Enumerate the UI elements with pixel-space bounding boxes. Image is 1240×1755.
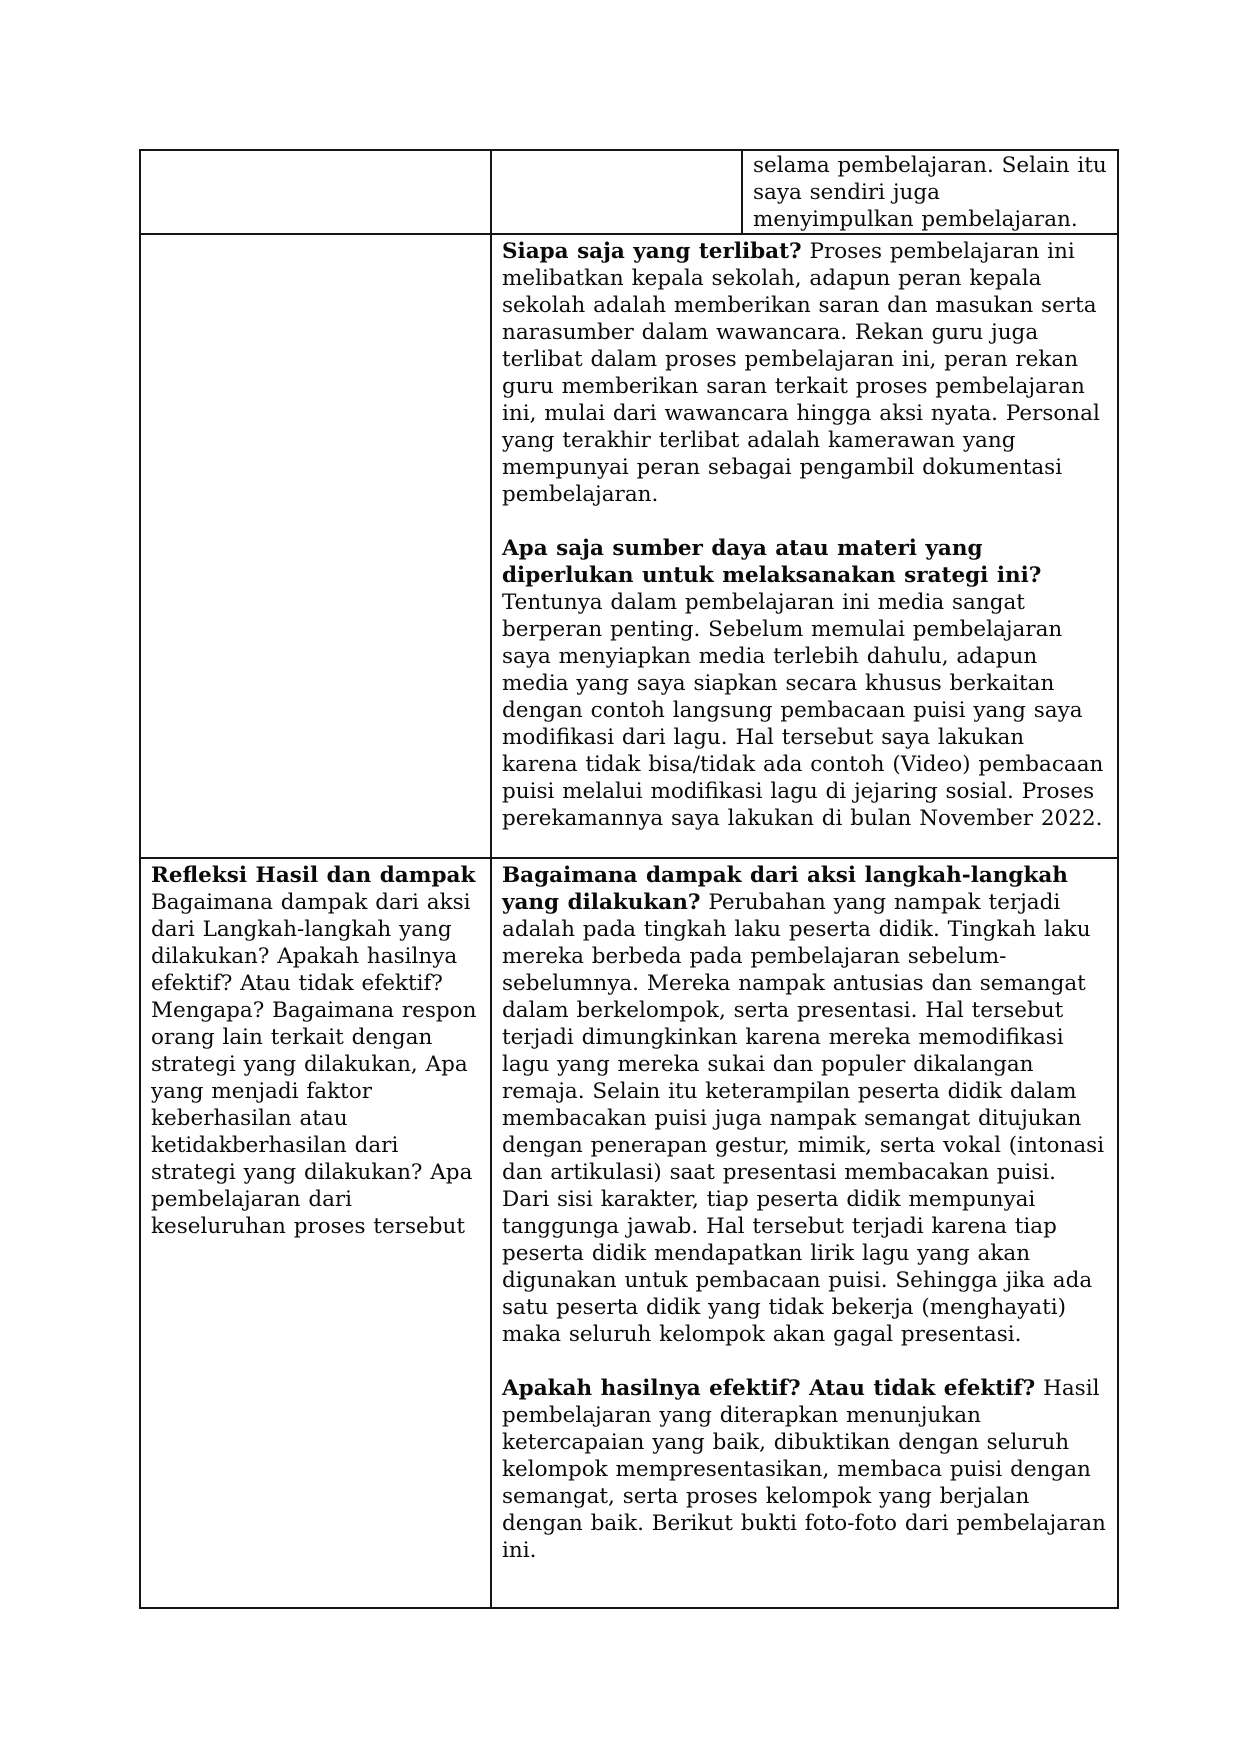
reflection-table [139,149,1119,1609]
refleksi-label-bold: Refleksi Hasil dan dampak [151,863,476,888]
question-dampak-aksi: Bagaimana dampak dari aksi langkah-langkah yang dilakukan? [502,863,1068,915]
refleksi-label-text: Bagaimana dampak dari aksi dari Langkah-langkah yang dilakukan? Apakah hasilnya efektif? Atau tidak efektif? Mengapa? Bagaimana respon orang lain terkait dengan strategi yang dilakukan, Apa yang menjadi faktor keberhasilan atau ketidakberhasilan dari strategi yang dilakukan? Apa pembelajaran dari keseluruhan proses tersebut [151,890,477,1239]
paragraph-sumber-daya [502,535,1107,832]
answer-hasil-efektif: Hasil pembelajaran yang diterapkan menunjukan ketercapaian yang baik, dibuktikan dengan seluruh kelompok mempresentasikan, membaca puisi dengan semangat, serta proses kelompok yang berjalan dengan baik. Berikut bukti foto-foto dari pembelajaran ini. [502,1376,1106,1563]
paragraph-dampak-aksi [502,862,1107,1348]
question-hasil-efektif: Apakah hasilnya efektif? Atau tidak efektif? [502,1376,1036,1401]
continuation-text-cell [742,150,1118,234]
refleksi-label-cell [140,858,491,1608]
paragraph-hasil-efektif [502,1375,1107,1564]
pelaksanaan-answer-cell [491,234,1118,858]
continuation-text: selama pembelajaran. Selain itu saya sendiri juga menyimpulkan pembelajaran. [753,153,1107,232]
empty-cell-left [140,234,491,858]
empty-cell-col2 [491,150,742,234]
question-sumber-daya: Apa saja sumber daya atau materi yang diperlukan untuk melaksanakan srategi ini? [502,536,1042,588]
table-row-refleksi [140,858,1118,1608]
empty-cell-col1 [140,150,491,234]
paragraph-siapa-terlibat [502,238,1107,508]
answer-sumber-daya: Tentunya dalam pembelajaran ini media sangat berperan penting. Sebelum memulai pembelajaran saya menyiapkan media terlebih dahulu, adapun media yang saya siapkan secara khusus berkaitan dengan contoh langsung pembacaan puisi yang saya modifikasi dari lagu. Hal tersebut saya lakukan karena tidak bisa/tidak ada contoh (Video) pembacaan puisi melalui modifikasi lagu di jejaring sosial. Proses perekamannya saya lakukan di bulan November 2022. [502,590,1104,831]
answer-dampak-aksi: Perubahan yang nampak terjadi adalah pada tingkah laku peserta didik. Tingkah laku mereka berbeda pada pembelajaran sebelum-sebelumnya. Mereka nampak antusias dan semangat dalam berkelompok, serta presentasi. Hal tersebut terjadi dimungkinkan karena mereka memodifikasi lagu yang mereka sukai dan populer dikalangan remaja. Selain itu keterampilan peserta didik dalam membacakan puisi juga nampak semangat ditujukan dengan penerapan gestur, mimik, serta vokal (intonasi dan artikulasi) saat presentasi membacakan puisi. Dari sisi karakter, tiap peserta didik mempunyai tanggunga jawab. Hal tersebut terjadi karena tiap peserta didik mendapatkan lirik lagu yang akan digunakan untuk pembacaan puisi. Sehingga jika ada satu peserta didik yang tidak bekerja (menghayati) maka seluruh kelompok akan gagal presentasi. [502,890,1105,1347]
refleksi-answer-cell [491,858,1118,1608]
table-row-continuation [140,150,1118,234]
refleksi-label-heading [151,862,480,889]
question-siapa-terlibat: Siapa saja yang terlibat? [502,239,802,264]
table-row-pelaksanaan [140,234,1118,858]
answer-siapa-terlibat: Proses pembelajaran ini melibatkan kepala sekolah, adapun peran kepala sekolah adalah memberikan saran dan masukan serta narasumber dalam wawancara. Rekan guru juga terlibat dalam proses pembelajaran ini, peran rekan guru memberikan saran terkait proses pembelajaran ini, mulai dari wawancara hingga aksi nyata. Personal yang terakhir terlibat adalah kamerawan yang mempunyai peran sebagai pengambil dokumentasi pembelajaran. [502,239,1100,507]
